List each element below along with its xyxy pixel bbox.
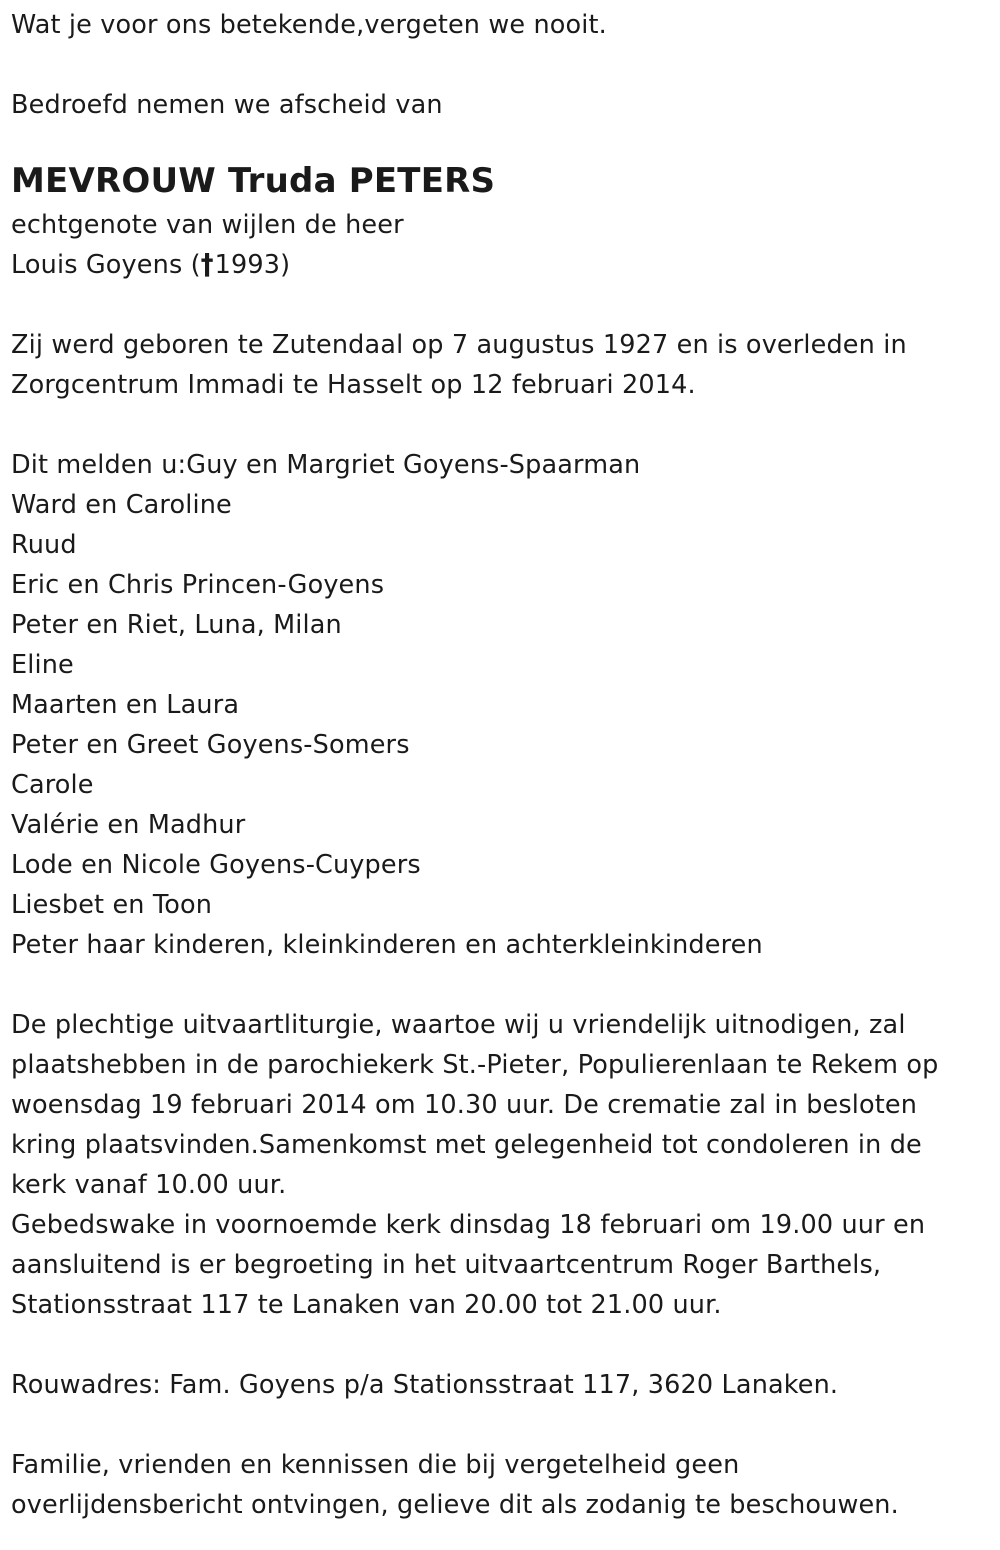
deceased-relation: echtgenote van wijlen de heer [11,210,404,240]
spouse-line [11,245,986,285]
deceased-name: MEVROUW Truda PETERS [11,161,496,201]
intro-quote: Wat je voor ons betekende,vergeten we nooit. [11,10,607,40]
spacer [11,1405,986,1445]
family-line: Eric en Chris Princen-Goyens [11,570,385,600]
closing-line: overlijdensbericht ontvingen, gelieve dit als zodanig te beschouwen. [11,1490,899,1520]
spouse-death-year: 1993) [214,250,291,280]
intro-announcement: Bedroefd nemen we afscheid van [11,90,443,120]
family-line: Valérie en Madhur [11,810,246,840]
ceremony-line: kerk vanaf 10.00 uur. [11,1170,287,1200]
spouse-name: Louis Goyens ( [11,250,201,280]
family-line: Peter haar kinderen, kleinkinderen en achterkleinkinderen [11,930,763,960]
birth-death-line: Zorgcentrum Immadi te Hasselt op 12 februari 2014. [11,370,696,400]
spacer [11,45,986,85]
family-line: Carole [11,770,94,800]
family-line: Dit melden u:Guy en Margriet Goyens-Spaarman [11,450,641,480]
family-line: Eline [11,650,74,680]
ceremony-line: woensdag 19 februari 2014 om 10.30 uur. De crematie zal in besloten [11,1090,918,1120]
ceremony-line: Stationsstraat 117 te Lanaken van 20.00 tot 21.00 uur. [11,1290,722,1320]
family-line: Ward en Caroline [11,490,232,520]
ceremony-line: aansluitend is er begroeting in het uitvaartcentrum Roger Barthels, [11,1250,882,1280]
family-line: Lode en Nicole Goyens-Cuypers [11,850,421,880]
family-line: Peter en Greet Goyens-Somers [11,730,410,760]
spacer [11,965,986,1005]
mourning-address: Rouwadres: Fam. Goyens p/a Stationsstraat 117, 3620 Lanaken. [11,1370,839,1400]
ceremony-line: Gebedswake in voornoemde kerk dinsdag 18 februari om 19.00 uur en [11,1210,926,1240]
obituary-document [11,5,986,1525]
closing-line: Familie, vrienden en kennissen die bij vergetelheid geen [11,1450,740,1480]
ceremony-line: plaatshebben in de parochiekerk St.-Pieter, Populierenlaan te Rekem op [11,1050,939,1080]
spacer [11,125,986,157]
closing-paragraph [11,1445,986,1525]
cross-icon: † [200,248,214,282]
family-line: Maarten en Laura [11,690,240,720]
family-line: Peter en Riet, Luna, Milan [11,610,342,640]
ceremony-paragraph [11,1005,986,1325]
spacer [11,1325,986,1365]
spacer [11,405,986,445]
spacer [11,285,986,325]
ceremony-line: kring plaatsvinden.Samenkomst met gelegenheid tot condoleren in de [11,1130,922,1160]
family-list [11,445,986,965]
family-line: Liesbet en Toon [11,890,213,920]
birth-death-line: Zij werd geboren te Zutendaal op 7 augustus 1927 en is overleden in [11,330,907,360]
family-line: Ruud [11,530,77,560]
ceremony-line: De plechtige uitvaartliturgie, waartoe wij u vriendelijk uitnodigen, zal [11,1010,906,1040]
